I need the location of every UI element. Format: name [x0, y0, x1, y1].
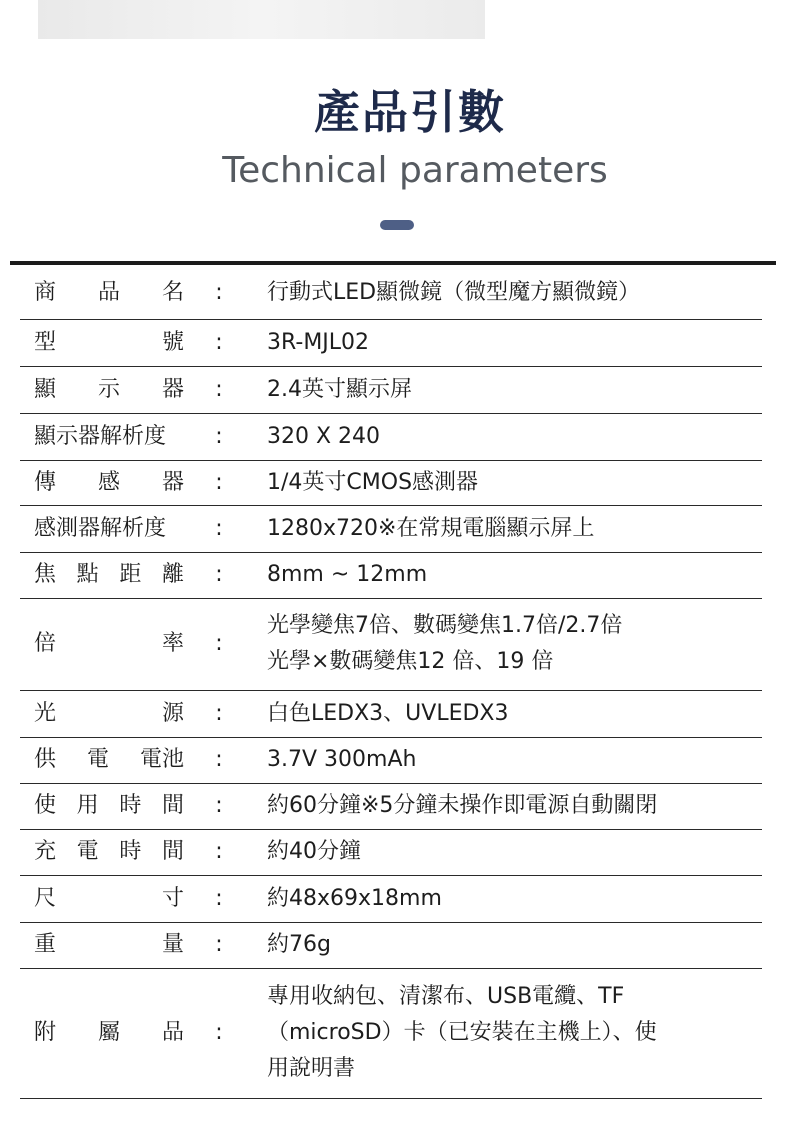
spec-row — [20, 737, 762, 783]
spec-row — [20, 366, 762, 413]
spec-label-char: 名 — [161, 280, 184, 305]
spec-label-text — [34, 423, 184, 451]
spec-label — [20, 505, 185, 552]
spec-label — [20, 737, 185, 783]
spec-value — [263, 267, 762, 319]
spec-value-line: 用說明書 — [267, 1056, 356, 1081]
spec-label-char: 器 — [161, 469, 184, 495]
spec-row — [20, 552, 762, 598]
spec-label-text — [34, 838, 184, 866]
spec-value-line: 約40分鐘 — [267, 839, 361, 865]
spec-row — [20, 413, 762, 460]
spec-value-line: 光學×數碼變焦12 倍、19 倍 — [267, 649, 554, 674]
title-divider — [380, 220, 414, 230]
spec-label — [20, 922, 185, 968]
spec-label-char: 重 — [34, 932, 57, 958]
spec-label-char: 供 — [34, 747, 57, 773]
spec-row — [20, 783, 762, 829]
spec-colon: : — [185, 875, 263, 922]
spec-value — [263, 875, 762, 922]
spec-row — [20, 598, 762, 690]
spec-label — [20, 366, 185, 413]
top-banner-strip — [38, 0, 485, 39]
spec-label-text — [34, 329, 184, 357]
spec-label-char: 屬 — [97, 1020, 120, 1046]
spec-value — [263, 460, 762, 505]
spec-colon: : — [185, 505, 263, 552]
table-top-rule — [10, 261, 776, 265]
spec-value-line: 約76g — [267, 932, 331, 958]
spec-value-line: 約60分鐘※5分鐘未操作即電源自動關閉 — [267, 793, 658, 819]
spec-label-text — [34, 1019, 184, 1047]
spec-value — [263, 319, 762, 366]
spec-label-text — [34, 279, 184, 307]
spec-label-char: 焦 — [34, 562, 57, 588]
spec-label-char: 顯示器解析度 — [34, 423, 167, 449]
spec-label-char: 光 — [34, 700, 57, 726]
spec-colon: : — [185, 460, 263, 505]
spec-value-line: 3.7V 300mAh — [267, 747, 417, 773]
spec-row — [20, 922, 762, 968]
spec-value-line: 專用收納包、清潔布、USB電纜、TF — [267, 984, 625, 1009]
spec-row — [20, 968, 762, 1098]
spec-label — [20, 413, 185, 460]
spec-row — [20, 690, 762, 737]
spec-row — [20, 505, 762, 552]
spec-label-char: 用 — [76, 793, 99, 819]
spec-label-char: 源 — [161, 700, 184, 726]
spec-label — [20, 875, 185, 922]
spec-label-text — [34, 561, 184, 589]
spec-value-line: 1/4英寸CMOS感測器 — [267, 469, 479, 495]
spec-value-line: 行動式LED顯微鏡（微型魔方顯微鏡） — [267, 280, 641, 305]
spec-label-char: 離 — [161, 562, 184, 588]
spec-label-char: 間 — [161, 793, 184, 819]
spec-value — [263, 505, 762, 552]
spec-value — [263, 829, 762, 875]
spec-label-text — [34, 376, 184, 404]
spec-label-char: 號 — [161, 329, 184, 355]
spec-label-char: 電 — [86, 747, 109, 773]
spec-label-text — [34, 630, 184, 658]
spec-label-char: 量 — [161, 932, 184, 958]
spec-label-char: 顯 — [34, 376, 57, 402]
spec-row — [20, 319, 762, 366]
spec-label-text — [34, 469, 184, 497]
spec-value-line: 1280x720※在常規電腦顯示屏上 — [267, 515, 595, 541]
spec-label-char: 電 — [76, 839, 99, 865]
spec-label-char: 寸 — [161, 885, 184, 911]
spec-colon: : — [185, 319, 263, 366]
spec-label-char: 充 — [34, 839, 57, 865]
spec-colon: : — [185, 968, 263, 1098]
spec-label-char: 尺 — [34, 885, 57, 911]
spec-colon: : — [185, 366, 263, 413]
page-subtitle: Technical parameters — [222, 150, 608, 191]
spec-value-line: 320 X 240 — [267, 423, 381, 449]
spec-colon: : — [185, 413, 263, 460]
spec-label-char: 時 — [119, 839, 142, 865]
spec-value-line: 光學變焦7倍、數碼變焦1.7倍/2.7倍 — [267, 613, 623, 638]
spec-label — [20, 267, 185, 319]
spec-colon: : — [185, 598, 263, 690]
spec-table — [20, 267, 762, 1099]
spec-colon: : — [185, 690, 263, 737]
spec-label-char: 距 — [119, 562, 142, 588]
spec-value-line: （microSD）卡（已安裝在主機上）、使 — [267, 1020, 657, 1045]
spec-label-text — [34, 746, 184, 774]
spec-value — [263, 737, 762, 783]
spec-label-char: 點 — [76, 562, 99, 588]
spec-value — [263, 366, 762, 413]
spec-value-line: 白色LEDX3、UVLEDX3 — [267, 700, 509, 726]
spec-value — [263, 413, 762, 460]
spec-label-char: 電池 — [139, 747, 184, 773]
spec-label-char: 間 — [161, 839, 184, 865]
spec-label — [20, 783, 185, 829]
spec-label — [20, 552, 185, 598]
spec-value-line: 8mm ~ 12mm — [267, 562, 428, 588]
spec-label-text — [34, 931, 184, 959]
spec-value — [263, 552, 762, 598]
spec-label-char: 器 — [161, 376, 184, 402]
spec-label-char: 附 — [34, 1020, 57, 1046]
spec-colon: : — [185, 922, 263, 968]
page-title: 產品引數 — [314, 85, 506, 139]
spec-row — [20, 267, 762, 319]
spec-label-char: 使 — [34, 793, 57, 819]
spec-value — [263, 783, 762, 829]
spec-label — [20, 829, 185, 875]
spec-label-char: 傳 — [34, 469, 57, 495]
spec-label-char: 率 — [161, 631, 184, 657]
spec-label — [20, 319, 185, 366]
spec-colon: : — [185, 783, 263, 829]
spec-label-char: 感測器解析度 — [34, 515, 167, 541]
spec-label-char: 倍 — [34, 631, 57, 657]
spec-value — [263, 968, 762, 1098]
spec-label-char: 示 — [97, 376, 120, 402]
spec-label-char: 感 — [97, 469, 120, 495]
spec-colon: : — [185, 829, 263, 875]
spec-label-text — [34, 515, 184, 543]
spec-value — [263, 922, 762, 968]
spec-label — [20, 690, 185, 737]
spec-label-text — [34, 885, 184, 913]
spec-label-char: 品 — [161, 1020, 184, 1046]
spec-label-char: 品 — [97, 280, 120, 305]
spec-label — [20, 598, 185, 690]
spec-value-line: 2.4英寸顯示屏 — [267, 376, 412, 402]
spec-value-line: 約48x69x18mm — [267, 885, 442, 911]
spec-colon: : — [185, 267, 263, 319]
spec-label-text — [34, 700, 184, 728]
spec-label-char: 型 — [34, 329, 57, 355]
spec-label — [20, 968, 185, 1098]
spec-label-char: 時 — [119, 793, 142, 819]
spec-label-text — [34, 792, 184, 820]
spec-colon: : — [185, 737, 263, 783]
spec-row — [20, 829, 762, 875]
spec-value-line: 3R-MJL02 — [267, 329, 370, 355]
spec-colon: : — [185, 552, 263, 598]
spec-value — [263, 690, 762, 737]
spec-label-char: 商 — [34, 280, 57, 305]
spec-row — [20, 875, 762, 922]
spec-row — [20, 460, 762, 505]
spec-value — [263, 598, 762, 690]
spec-label — [20, 460, 185, 505]
